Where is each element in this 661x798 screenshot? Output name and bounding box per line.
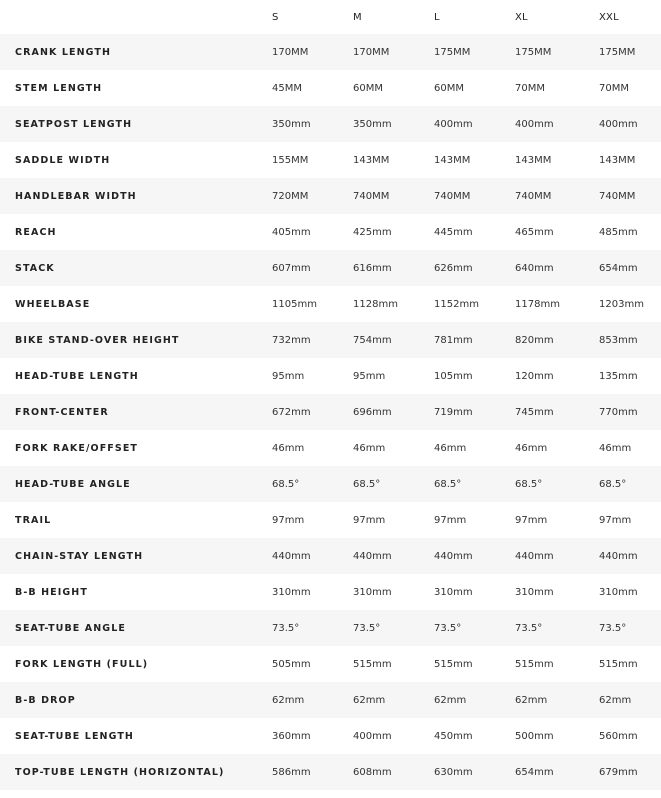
row-label: SEATPOST LENGTH [15, 118, 133, 130]
cell-xxl: 143MM [599, 154, 636, 166]
cell-xl: 1178mm [515, 298, 560, 310]
cell-s: 97mm [272, 514, 305, 526]
cell-l: 310mm [434, 586, 473, 598]
cell-xl: 640mm [515, 262, 554, 274]
cell-xxl: 654mm [599, 262, 638, 274]
cell-m: 440mm [353, 550, 392, 562]
cell-s: 310mm [272, 586, 311, 598]
row-label: STACK [15, 262, 55, 274]
cell-l: 1152mm [434, 298, 479, 310]
cell-xl: 46mm [515, 442, 548, 454]
cell-l: 626mm [434, 262, 473, 274]
cell-xl: 820mm [515, 334, 554, 346]
cell-xl: 62mm [515, 694, 548, 706]
cell-s: 607mm [272, 262, 311, 274]
cell-m: 73.5° [353, 622, 381, 634]
table-row [0, 466, 661, 502]
table-row [0, 250, 661, 286]
cell-m: 616mm [353, 262, 392, 274]
cell-s: 405mm [272, 226, 311, 238]
cell-xl: 68.5° [515, 478, 543, 490]
cell-l: 143MM [434, 154, 471, 166]
cell-m: 754mm [353, 334, 392, 346]
row-label: BIKE STAND-OVER HEIGHT [15, 334, 180, 346]
cell-m: 1128mm [353, 298, 398, 310]
cell-m: 350mm [353, 118, 392, 130]
size-header-xl: XL [515, 11, 528, 23]
table-row [0, 718, 661, 754]
cell-l: 630mm [434, 766, 473, 778]
header-row [0, 0, 661, 34]
cell-s: 505mm [272, 658, 311, 670]
row-label: SADDLE WIDTH [15, 154, 111, 166]
row-label: FRONT-CENTER [15, 406, 109, 418]
cell-s: 170MM [272, 46, 309, 58]
cell-xl: 740MM [515, 190, 552, 202]
cell-l: 781mm [434, 334, 473, 346]
cell-m: 740MM [353, 190, 390, 202]
cell-xl: 175MM [515, 46, 552, 58]
table-row [0, 646, 661, 682]
row-label: CRANK LENGTH [15, 46, 112, 58]
row-label: HANDLEBAR WIDTH [15, 190, 137, 202]
cell-l: 440mm [434, 550, 473, 562]
table-header [0, 0, 661, 34]
row-label: TOP-TUBE LENGTH (HORIZONTAL) [15, 766, 225, 778]
table-row [0, 70, 661, 106]
cell-xl: 515mm [515, 658, 554, 670]
cell-l: 515mm [434, 658, 473, 670]
cell-xxl: 679mm [599, 766, 638, 778]
table-row [0, 754, 661, 790]
cell-m: 62mm [353, 694, 386, 706]
row-label: CHAIN-STAY LENGTH [15, 550, 144, 562]
cell-l: 719mm [434, 406, 473, 418]
cell-xl: 310mm [515, 586, 554, 598]
cell-xl: 745mm [515, 406, 554, 418]
cell-xl: 143MM [515, 154, 552, 166]
cell-l: 740MM [434, 190, 471, 202]
row-label: FORK LENGTH (FULL) [15, 658, 149, 670]
table-row [0, 106, 661, 142]
row-label: HEAD-TUBE ANGLE [15, 478, 131, 490]
cell-xl: 73.5° [515, 622, 543, 634]
cell-xxl: 73.5° [599, 622, 627, 634]
cell-xxl: 68.5° [599, 478, 627, 490]
row-label: STEM LENGTH [15, 82, 103, 94]
cell-xxl: 400mm [599, 118, 638, 130]
size-header-l: L [434, 11, 440, 23]
cell-m: 310mm [353, 586, 392, 598]
cell-xl: 97mm [515, 514, 548, 526]
cell-xxl: 97mm [599, 514, 632, 526]
cell-m: 68.5° [353, 478, 381, 490]
row-label: TRAIL [15, 514, 52, 526]
cell-m: 95mm [353, 370, 386, 382]
cell-s: 73.5° [272, 622, 300, 634]
cell-l: 105mm [434, 370, 473, 382]
cell-s: 155MM [272, 154, 309, 166]
cell-s: 672mm [272, 406, 311, 418]
cell-s: 440mm [272, 550, 311, 562]
cell-xl: 120mm [515, 370, 554, 382]
cell-xxl: 62mm [599, 694, 632, 706]
cell-xl: 440mm [515, 550, 554, 562]
cell-m: 170MM [353, 46, 390, 58]
table-row [0, 286, 661, 322]
size-header-xxl: XXL [599, 11, 619, 23]
cell-s: 68.5° [272, 478, 300, 490]
cell-s: 62mm [272, 694, 305, 706]
cell-m: 60MM [353, 82, 383, 94]
row-label: HEAD-TUBE LENGTH [15, 370, 139, 382]
cell-m: 515mm [353, 658, 392, 670]
cell-xxl: 770mm [599, 406, 638, 418]
table-row [0, 214, 661, 250]
cell-m: 400mm [353, 730, 392, 742]
label-column-header [0, 0, 258, 34]
cell-s: 45MM [272, 82, 302, 94]
cell-xxl: 135mm [599, 370, 638, 382]
cell-l: 68.5° [434, 478, 462, 490]
cell-xxl: 175MM [599, 46, 636, 58]
cell-xxl: 740MM [599, 190, 636, 202]
table-row [0, 34, 661, 70]
size-header-m: M [353, 11, 362, 23]
cell-xxl: 310mm [599, 586, 638, 598]
cell-m: 143MM [353, 154, 390, 166]
cell-s: 95mm [272, 370, 305, 382]
row-label: FORK RAKE/OFFSET [15, 442, 139, 454]
table-row [0, 322, 661, 358]
cell-s: 360mm [272, 730, 311, 742]
row-label: REACH [15, 226, 57, 238]
cell-l: 445mm [434, 226, 473, 238]
row-label: WHEELBASE [15, 298, 91, 310]
cell-xl: 400mm [515, 118, 554, 130]
cell-s: 720MM [272, 190, 309, 202]
cell-s: 1105mm [272, 298, 317, 310]
cell-xxl: 560mm [599, 730, 638, 742]
table-row [0, 610, 661, 646]
cell-xxl: 46mm [599, 442, 632, 454]
cell-xxl: 1203mm [599, 298, 644, 310]
cell-l: 175MM [434, 46, 471, 58]
row-label: SEAT-TUBE ANGLE [15, 622, 126, 634]
cell-xxl: 485mm [599, 226, 638, 238]
cell-s: 586mm [272, 766, 311, 778]
cell-l: 400mm [434, 118, 473, 130]
cell-m: 608mm [353, 766, 392, 778]
table-body [0, 34, 661, 790]
size-header-s: S [272, 11, 279, 23]
cell-l: 97mm [434, 514, 467, 526]
cell-s: 46mm [272, 442, 305, 454]
table-row [0, 682, 661, 718]
table-row [0, 142, 661, 178]
table-row [0, 178, 661, 214]
cell-xl: 70MM [515, 82, 545, 94]
row-label: SEAT-TUBE LENGTH [15, 730, 134, 742]
cell-xl: 654mm [515, 766, 554, 778]
row-label: B-B DROP [15, 694, 76, 706]
table-row [0, 502, 661, 538]
table-row [0, 538, 661, 574]
table-row [0, 358, 661, 394]
cell-m: 46mm [353, 442, 386, 454]
cell-l: 450mm [434, 730, 473, 742]
cell-l: 60MM [434, 82, 464, 94]
table-row [0, 574, 661, 610]
cell-m: 97mm [353, 514, 386, 526]
cell-xxl: 70MM [599, 82, 629, 94]
cell-xl: 500mm [515, 730, 554, 742]
cell-s: 732mm [272, 334, 311, 346]
cell-l: 46mm [434, 442, 467, 454]
cell-xxl: 853mm [599, 334, 638, 346]
table-row [0, 394, 661, 430]
cell-xl: 465mm [515, 226, 554, 238]
cell-xxl: 440mm [599, 550, 638, 562]
cell-m: 425mm [353, 226, 392, 238]
cell-m: 696mm [353, 406, 392, 418]
cell-xxl: 515mm [599, 658, 638, 670]
cell-s: 350mm [272, 118, 311, 130]
row-label: B-B HEIGHT [15, 586, 88, 598]
cell-l: 62mm [434, 694, 467, 706]
cell-l: 73.5° [434, 622, 462, 634]
table-row [0, 430, 661, 466]
